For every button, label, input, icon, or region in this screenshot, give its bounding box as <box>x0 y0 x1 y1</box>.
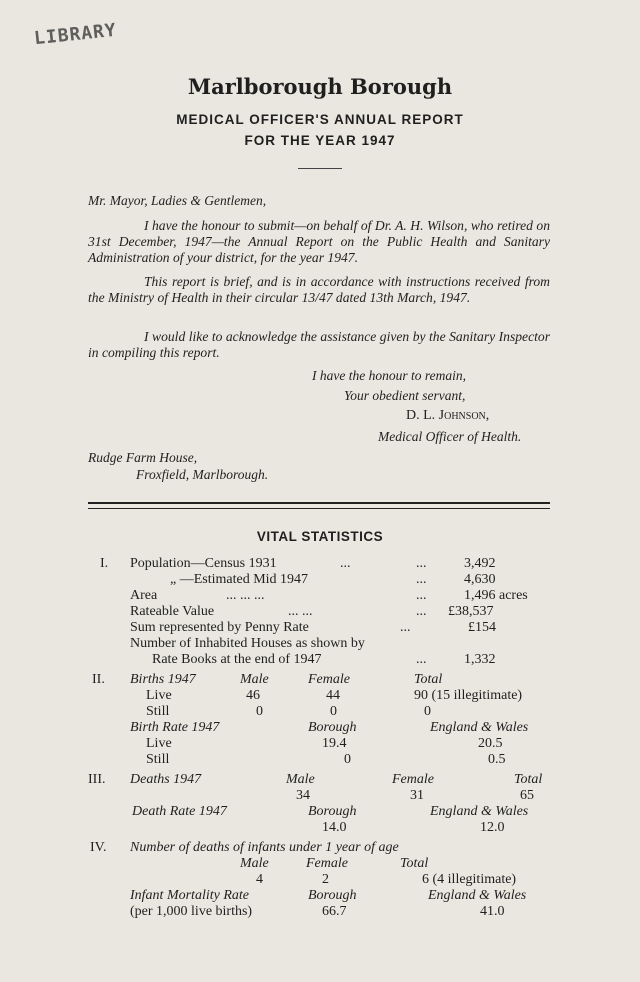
letter-paragraph-1: I have the honour to submit—on behalf of Dr. A. H. Wilson, who retired on 31st December, 1947—the Annual Report on the Public Health and Sanitary Administration of your district, for the year 1947. <box>88 218 550 266</box>
stat-dots: ... <box>416 572 427 587</box>
stat-label: „ —Estimated Mid 1947 <box>170 572 309 587</box>
report-title: MEDICAL OFFICER'S ANNUAL REPORT <box>176 112 464 127</box>
birth-rate-ew-live: 20.5 <box>478 736 503 751</box>
male-header: Male <box>240 672 269 687</box>
borough-header: Borough <box>308 888 357 903</box>
female-header: Female <box>308 672 350 687</box>
letter-paragraph-2: This report is brief, and is in accordance with instructions received from the Ministry of Health in their circular 13/47 dated 13th March, 1947. <box>88 274 550 306</box>
stat-dots: ... <box>400 620 411 635</box>
signature: D. L. Johnson, <box>406 408 490 423</box>
section-numeral-3: III. <box>88 772 106 787</box>
letter-paragraph-3: I would like to acknowledge the assistance given by the Sanitary Inspector in compiling this report. <box>88 329 550 361</box>
stat-label: Population—Census 1931 <box>130 556 277 571</box>
infant-male: 4 <box>256 872 263 887</box>
total-header: Total <box>414 672 443 687</box>
stat-dots: ... ... ... <box>226 588 265 603</box>
section-divider <box>88 502 550 509</box>
death-rate-ew: 12.0 <box>480 820 505 835</box>
live-male: 46 <box>246 688 260 703</box>
still-male: 0 <box>256 704 263 719</box>
total-header: Total <box>400 856 429 871</box>
houses-label-line-1: Number of Inhabited Houses as shown by <box>130 636 365 651</box>
death-rate-label: Death Rate 1947 <box>132 804 227 819</box>
address-line-2: Froxfield, Marlborough. <box>136 467 269 482</box>
still-total: 0 <box>424 704 431 719</box>
live-label: Live <box>146 688 172 703</box>
live-female: 44 <box>326 688 340 703</box>
infant-rate-ew: 41.0 <box>480 904 505 919</box>
section-numeral-2: II. <box>92 672 105 687</box>
stat-label: Area <box>130 588 158 603</box>
stat-dots: ... <box>416 604 427 619</box>
borough-header: Borough <box>308 720 357 735</box>
stat-label: Rateable Value <box>130 604 215 619</box>
closing-line-1: I have the honour to remain, <box>312 368 466 383</box>
male-header: Male <box>240 856 269 871</box>
stat-dots: ... <box>340 556 351 571</box>
infant-deaths-heading: Number of deaths of infants under 1 year of age <box>130 840 399 855</box>
stat-dots: ... <box>416 556 427 571</box>
deaths-total: 65 <box>520 788 534 803</box>
live-total: 90 (15 illegitimate) <box>414 688 523 703</box>
birth-rate-borough-still: 0 <box>344 752 351 767</box>
birth-rate-label: Birth Rate 1947 <box>130 720 220 735</box>
infant-female: 2 <box>322 872 329 887</box>
borough-title: Marlborough Borough <box>187 74 453 99</box>
still-label: Still <box>146 704 170 719</box>
houses-label-line-2: Rate Books at the end of 1947 <box>152 652 322 667</box>
signatory-position: Medical Officer of Health. <box>378 429 522 444</box>
houses-value: 1,332 <box>464 652 496 667</box>
rate-still-label: Still <box>146 752 170 767</box>
birth-rate-ew-still: 0.5 <box>488 752 506 767</box>
stat-label: Sum represented by Penny Rate <box>130 620 309 635</box>
births-label: Births 1947 <box>130 672 196 687</box>
stat-dots: ... <box>416 588 427 603</box>
female-header: Female <box>392 772 434 787</box>
section-numeral-4: IV. <box>90 840 107 855</box>
section-numeral-1: I. <box>100 556 109 571</box>
england-wales-header: England & Wales <box>430 804 529 819</box>
still-female: 0 <box>330 704 337 719</box>
salutation: Mr. Mayor, Ladies & Gentlemen, <box>88 193 267 208</box>
per-live-births-label: (per 1,000 live births) <box>130 904 253 919</box>
infant-rate-borough: 66.7 <box>322 904 347 919</box>
stat-value: 3,492 <box>464 556 496 571</box>
infant-mortality-label: Infant Mortality Rate <box>130 888 249 903</box>
vital-statistics-heading: VITAL STATISTICS <box>256 529 384 544</box>
stat-value: £154 <box>468 620 496 635</box>
title-divider <box>298 168 342 169</box>
report-year: FOR THE YEAR 1947 <box>244 133 396 148</box>
stat-value: 1,496 acres <box>464 588 528 603</box>
england-wales-header: England & Wales <box>428 888 527 903</box>
library-stamp: LIBRARY <box>33 19 118 50</box>
stat-value: £38,537 <box>448 604 494 619</box>
stat-dots: ... ... <box>288 604 313 619</box>
stat-dots: ... <box>416 652 427 667</box>
death-rate-borough: 14.0 <box>322 820 347 835</box>
borough-header: Borough <box>308 804 357 819</box>
total-header: Total <box>514 772 543 787</box>
male-header: Male <box>286 772 315 787</box>
closing-line-2: Your obedient servant, <box>344 388 466 403</box>
deaths-label: Deaths 1947 <box>130 772 202 787</box>
stat-value: 4,630 <box>464 572 496 587</box>
england-wales-header: England & Wales <box>430 720 529 735</box>
deaths-female: 31 <box>410 788 424 803</box>
female-header: Female <box>306 856 348 871</box>
birth-rate-borough-live: 19.4 <box>322 736 347 751</box>
rate-live-label: Live <box>146 736 172 751</box>
address-line-1: Rudge Farm House, <box>88 450 198 465</box>
deaths-male: 34 <box>296 788 310 803</box>
infant-total: 6 (4 illegitimate) <box>422 872 517 887</box>
